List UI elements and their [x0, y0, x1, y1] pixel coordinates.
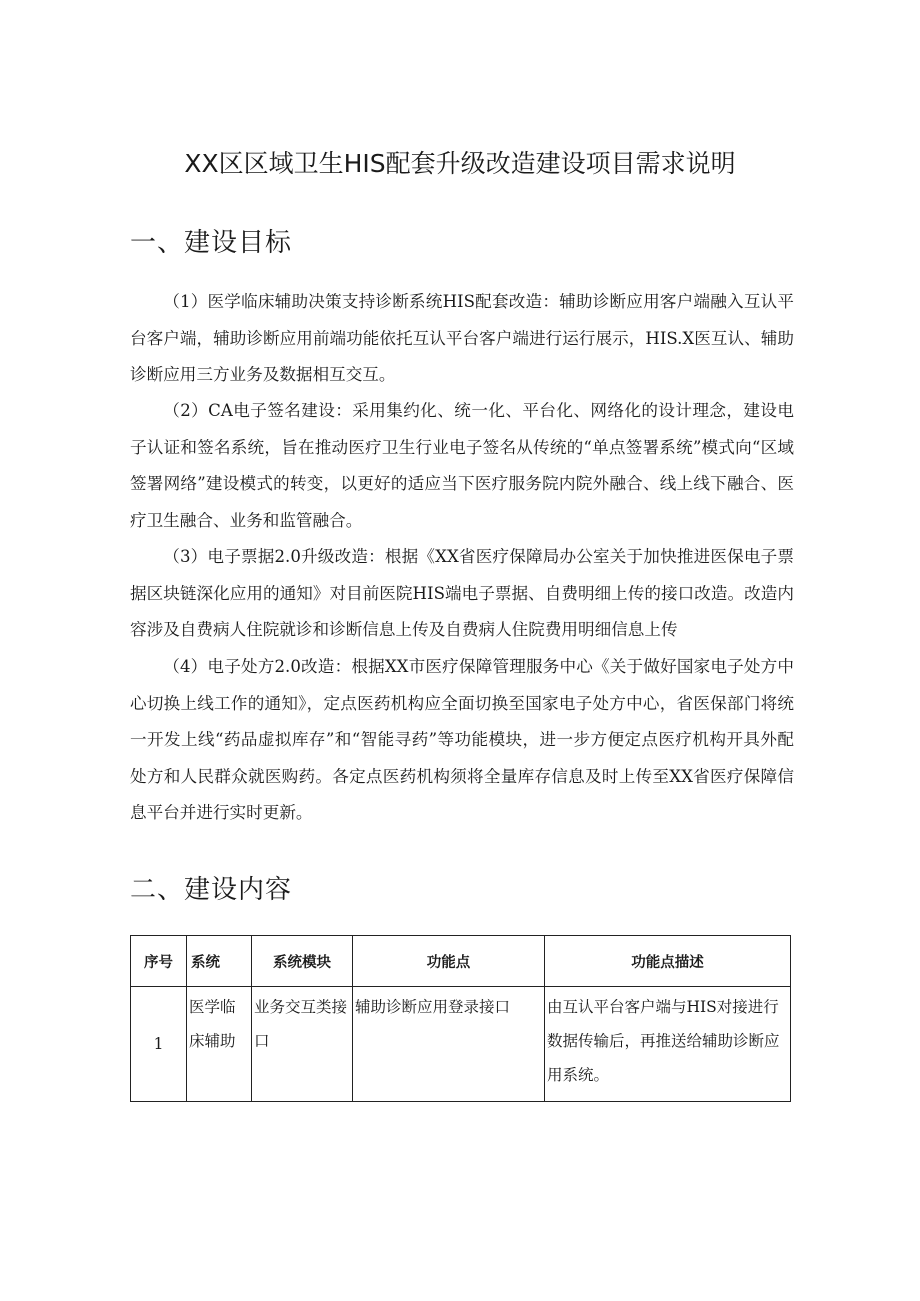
header-index: 序号 [131, 936, 187, 987]
cell-description: 由互认平台客户端与HIS对接进行数据传输后，再推送给辅助诊断应用系统。 [545, 987, 791, 1102]
requirements-table [130, 935, 791, 1102]
goal-paragraph-3: （3）电子票据2.0升级改造：根据《XX省医疗保障局办公室关于加快推进医保电子票据区块链深化应用的通知》对目前医院HIS端电子票据、自费明细上传的接口改造。改造内容涉及自费病人住院就诊和诊断信息上传及自费病人住院费用明细信息上传 [130, 547, 794, 639]
cell-feature: 辅助诊断应用登录接口 [353, 987, 545, 1102]
header-description: 功能点描述 [545, 936, 791, 987]
cell-module: 业务交互类接口 [252, 987, 353, 1102]
header-system: 系统 [187, 936, 252, 987]
table-header-row [131, 936, 791, 987]
section-heading-goals: 一、建设目标 [130, 228, 293, 258]
page-title: XX区区域卫生HIS配套升级改造建设项目需求说明 [184, 149, 736, 178]
goal-paragraph-2: （2）CA电子签名建设：采用集约化、统一化、平台化、网络化的设计理念，建设电子认证和签名系统，旨在推动医疗卫生行业电子签名从传统的“单点签署系统”模式向“区域签署网络”建设模式的转变，以更好的适应当下医疗服务院内院外融合、线上线下融合、医疗卫生融合、业务和监管融合。 [130, 401, 794, 530]
header-feature: 功能点 [353, 936, 545, 987]
table-row [131, 987, 791, 1102]
header-module: 系统模块 [252, 936, 353, 987]
section-heading-content: 二、建设内容 [130, 875, 293, 905]
cell-system: 医学临床辅助 [187, 987, 252, 1102]
goal-paragraph-4: （4）电子处方2.0改造：根据XX市医疗保障管理服务中心《关于做好国家电子处方中心切换上线工作的通知》，定点医药机构应全面切换至国家电子处方中心，省医保部门将统一开发上线“药品虚拟库存”和“智能寻药”等功能模块，进一步方便定点医疗机构开具外配处方和人民群众就医购药。各定点医药机构须将全量库存信息及时上传至XX省医疗保障信息平台并进行实时更新。 [130, 657, 794, 822]
goal-paragraph-1: （1）医学临床辅助决策支持诊断系统HIS配套改造：辅助诊断应用客户端融入互认平台客户端，辅助诊断应用前端功能依托互认平台客户端进行运行展示，HIS.X医互认、辅助诊断应用三方业务及数据相互交互。 [130, 292, 794, 384]
cell-index: 1 [131, 987, 187, 1102]
